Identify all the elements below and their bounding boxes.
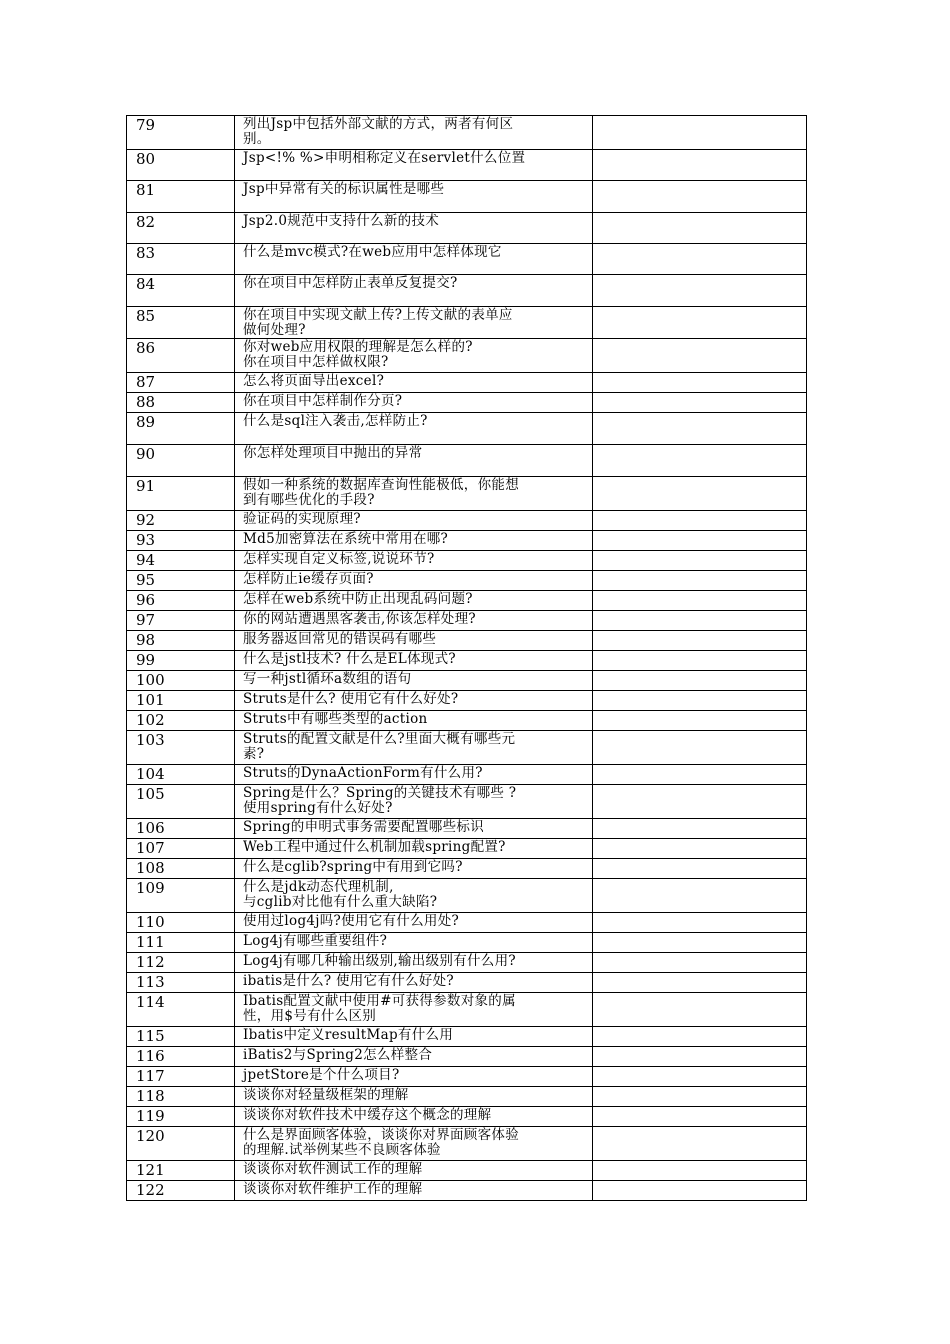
question-text: 假如一种系统的数据库查询性能极低，你能想 到有哪些优化的手段? [235, 477, 593, 511]
table-row [127, 651, 807, 671]
question-text: 什么是sql注入袭击,怎样防止? [235, 413, 593, 445]
table-row [127, 953, 807, 973]
question-text: ibatis是什么? 使用它有什么好处? [235, 973, 593, 993]
answer-cell [593, 339, 807, 373]
question-number: 113 [127, 973, 235, 993]
table-row [127, 531, 807, 551]
answer-cell [593, 819, 807, 839]
table-row [127, 1161, 807, 1181]
question-number: 120 [127, 1127, 235, 1161]
question-text: Spring是什么？Spring的关键技术有哪些 ? 使用spring有什么好处? [235, 785, 593, 819]
table-row [127, 819, 807, 839]
question-number: 110 [127, 913, 235, 933]
question-number: 108 [127, 859, 235, 879]
question-text: 怎样在web系统中防止出现乱码问题? [235, 591, 593, 611]
question-text: 你在项目中怎样制作分页? [235, 393, 593, 413]
answer-cell [593, 275, 807, 307]
table-row [127, 339, 807, 373]
question-text: 怎样实现自定义标签,说说环节? [235, 551, 593, 571]
answer-cell [593, 933, 807, 953]
answer-cell [593, 1161, 807, 1181]
answer-cell [593, 711, 807, 731]
question-number: 85 [127, 307, 235, 339]
answer-cell [593, 393, 807, 413]
question-number: 119 [127, 1107, 235, 1127]
question-text: Ibatis中定义resultMap有什么用 [235, 1027, 593, 1047]
question-number: 83 [127, 244, 235, 275]
question-number: 104 [127, 765, 235, 785]
question-number: 107 [127, 839, 235, 859]
table-row [127, 413, 807, 445]
table-row [127, 933, 807, 953]
table-row [127, 973, 807, 993]
question-number: 121 [127, 1161, 235, 1181]
question-text: 怎样防止ie缓存页面? [235, 571, 593, 591]
answer-cell [593, 116, 807, 150]
table-row [127, 839, 807, 859]
answer-cell [593, 953, 807, 973]
table-row [127, 1047, 807, 1067]
question-text: Ibatis配置文献中使用#可获得参数对象的属 性，用$号有什么区别 [235, 993, 593, 1027]
question-text: Md5加密算法在系统中常用在哪? [235, 531, 593, 551]
question-number: 93 [127, 531, 235, 551]
question-text: 谈谈你对软件技术中缓存这个概念的理解 [235, 1107, 593, 1127]
question-text: 什么是界面顾客体验，谈谈你对界面顾客体验 的理解.试举例某些不良顾客体验 [235, 1127, 593, 1161]
answer-cell [593, 671, 807, 691]
question-text: 谈谈你对软件维护工作的理解 [235, 1181, 593, 1201]
answer-cell [593, 531, 807, 551]
question-number: 106 [127, 819, 235, 839]
question-number: 92 [127, 511, 235, 531]
question-number: 105 [127, 785, 235, 819]
answer-cell [593, 993, 807, 1027]
answer-cell [593, 785, 807, 819]
question-text: 你对web应用权限的理解是怎么样的? 你在项目中怎样做权限? [235, 339, 593, 373]
table-row [127, 445, 807, 477]
question-number: 79 [127, 116, 235, 150]
question-text: Struts中有哪些类型的action [235, 711, 593, 731]
table-row [127, 1181, 807, 1201]
table-row [127, 631, 807, 651]
question-text: Spring的申明式事务需要配置哪些标识 [235, 819, 593, 839]
answer-cell [593, 731, 807, 765]
question-text: 写一种jstl循环a数组的语句 [235, 671, 593, 691]
answer-cell [593, 611, 807, 631]
answer-cell [593, 1181, 807, 1201]
table-row [127, 913, 807, 933]
question-number: 90 [127, 445, 235, 477]
question-text: 谈谈你对轻量级框架的理解 [235, 1087, 593, 1107]
question-text: 什么是cglib?spring中有用到它吗? [235, 859, 593, 879]
answer-cell [593, 879, 807, 913]
question-text: Web工程中通过什么机制加载spring配置? [235, 839, 593, 859]
question-text: iBatis2与Spring2怎么样整合 [235, 1047, 593, 1067]
question-text: Jsp2.0规范中支持什么新的技术 [235, 213, 593, 244]
answer-cell [593, 651, 807, 671]
answer-cell [593, 839, 807, 859]
question-number: 109 [127, 879, 235, 913]
answer-cell [593, 765, 807, 785]
question-text: 服务器返回常见的错误码有哪些 [235, 631, 593, 651]
question-number: 111 [127, 933, 235, 953]
question-text: 验证码的实现原理? [235, 511, 593, 531]
table-row [127, 213, 807, 244]
question-table [126, 115, 807, 1201]
question-number: 84 [127, 275, 235, 307]
question-text: Jsp<!% %>申明相称定义在servlet什么位置 [235, 150, 593, 181]
table-row [127, 1127, 807, 1161]
answer-cell [593, 413, 807, 445]
question-text: 你在项目中实现文献上传?上传文献的表单应 做何处理? [235, 307, 593, 339]
table-row [127, 373, 807, 393]
answer-cell [593, 150, 807, 181]
answer-cell [593, 551, 807, 571]
answer-cell [593, 181, 807, 213]
answer-cell [593, 1087, 807, 1107]
question-text: 什么是jdk动态代理机制, 与cglib对比他有什么重大缺陷? [235, 879, 593, 913]
table-row [127, 1107, 807, 1127]
table-row [127, 393, 807, 413]
answer-cell [593, 1107, 807, 1127]
question-number: 117 [127, 1067, 235, 1087]
question-number: 115 [127, 1027, 235, 1047]
question-text: jpetStore是个什么项目? [235, 1067, 593, 1087]
answer-cell [593, 859, 807, 879]
table-row [127, 275, 807, 307]
question-number: 91 [127, 477, 235, 511]
question-text: Struts的DynaActionForm有什么用? [235, 765, 593, 785]
question-number: 116 [127, 1047, 235, 1067]
question-number: 103 [127, 731, 235, 765]
question-number: 99 [127, 651, 235, 671]
table-row [127, 731, 807, 765]
question-number: 89 [127, 413, 235, 445]
answer-cell [593, 445, 807, 477]
question-number: 100 [127, 671, 235, 691]
question-number: 122 [127, 1181, 235, 1201]
question-number: 87 [127, 373, 235, 393]
question-text: 什么是mvc模式?在web应用中怎样体现它 [235, 244, 593, 275]
answer-cell [593, 511, 807, 531]
table-row [127, 181, 807, 213]
table-row [127, 671, 807, 691]
table-row [127, 859, 807, 879]
question-table-body [127, 116, 807, 1201]
question-number: 118 [127, 1087, 235, 1107]
table-row [127, 477, 807, 511]
answer-cell [593, 571, 807, 591]
table-row [127, 1027, 807, 1047]
answer-cell [593, 631, 807, 651]
question-number: 86 [127, 339, 235, 373]
question-text: 你在项目中怎样防止表单反复提交? [235, 275, 593, 307]
question-text: Log4j有哪些重要组件? [235, 933, 593, 953]
question-text: 你的网站遭遇黑客袭击,你该怎样处理? [235, 611, 593, 631]
answer-cell [593, 213, 807, 244]
answer-cell [593, 691, 807, 711]
question-number: 97 [127, 611, 235, 631]
answer-cell [593, 913, 807, 933]
table-row [127, 116, 807, 150]
answer-cell [593, 477, 807, 511]
table-row [127, 551, 807, 571]
table-row [127, 571, 807, 591]
answer-cell [593, 1047, 807, 1067]
table-row [127, 307, 807, 339]
answer-cell [593, 244, 807, 275]
table-row [127, 611, 807, 631]
table-row [127, 993, 807, 1027]
question-text: Jsp中异常有关的标识属性是哪些 [235, 181, 593, 213]
table-row [127, 1067, 807, 1087]
question-number: 82 [127, 213, 235, 244]
answer-cell [593, 973, 807, 993]
question-number: 95 [127, 571, 235, 591]
answer-cell [593, 373, 807, 393]
question-text: 什么是jstl技术? 什么是EL体现式? [235, 651, 593, 671]
question-text: 使用过log4j吗?使用它有什么用处? [235, 913, 593, 933]
question-number: 112 [127, 953, 235, 973]
table-row [127, 765, 807, 785]
table-row [127, 150, 807, 181]
table-row [127, 711, 807, 731]
table-row [127, 511, 807, 531]
question-number: 98 [127, 631, 235, 651]
question-text: 谈谈你对软件测试工作的理解 [235, 1161, 593, 1181]
answer-cell [593, 1127, 807, 1161]
answer-cell [593, 307, 807, 339]
table-row [127, 1087, 807, 1107]
question-text: 列出Jsp中包括外部文献的方式，两者有何区 别。 [235, 116, 593, 150]
question-text: 你怎样处理项目中抛出的异常 [235, 445, 593, 477]
question-text: Struts的配置文献是什么?里面大概有哪些元 素? [235, 731, 593, 765]
question-text: 怎么将页面导出excel? [235, 373, 593, 393]
table-row [127, 785, 807, 819]
answer-cell [593, 1027, 807, 1047]
question-number: 96 [127, 591, 235, 611]
table-row [127, 591, 807, 611]
table-row [127, 244, 807, 275]
question-number: 102 [127, 711, 235, 731]
answer-cell [593, 591, 807, 611]
question-number: 94 [127, 551, 235, 571]
table-row [127, 691, 807, 711]
question-number: 114 [127, 993, 235, 1027]
question-number: 80 [127, 150, 235, 181]
question-number: 81 [127, 181, 235, 213]
question-number: 101 [127, 691, 235, 711]
question-text: Struts是什么? 使用它有什么好处? [235, 691, 593, 711]
table-row [127, 879, 807, 913]
question-number: 88 [127, 393, 235, 413]
question-text: Log4j有哪几种输出级别,输出级别有什么用? [235, 953, 593, 973]
answer-cell [593, 1067, 807, 1087]
